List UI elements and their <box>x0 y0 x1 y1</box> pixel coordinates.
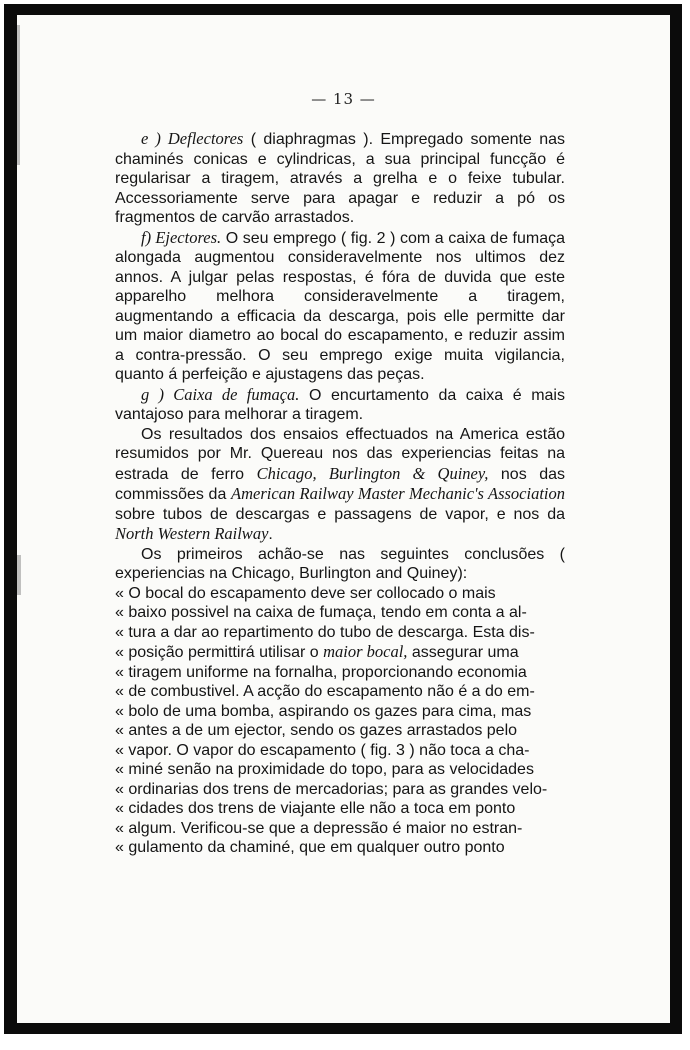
quote-line: « miné senão na proximidade do topo, para as velocidades <box>115 761 534 778</box>
quotation <box>115 584 565 858</box>
quote-line: « de combustivel. A acção do escapamento não é a do em- <box>115 683 535 700</box>
paragraph-ejectores: f) Ejectores. O seu emprego ( fig. 2 ) com a caixa de fumaça alongada augmentou consideravelmente nos ultimos dez annos. A julgar pelas respostas, é fóra de duvida que este apparelho melhora consideravelmente a tiragem, augmentando a efficacia da descarga, pois elle permitte dar um maior diametro ao bocal do escapamento, e reduzir assim a contra-pressão. O seu emprego exige muita vigilancia, quanto á perfeição e ajustagens das peças. <box>115 227 565 383</box>
quote-line: « tiragem uniforme na fornalha, proporcionando economia <box>115 663 527 681</box>
scan-noise-mark <box>17 555 21 595</box>
page-border <box>4 4 682 1034</box>
scanned-page <box>17 15 670 1023</box>
quote-line: « algum. Verificou-se que a depressão é maior no estran- <box>115 819 523 837</box>
quote-line: « posição permittirá utilisar o maior bocal, assegurar uma <box>115 642 519 661</box>
quote-line: « gulamento da chaminé, que em qualquer outro ponto <box>115 839 505 856</box>
page-number: — 13 — <box>311 90 376 108</box>
paragraph-resultados: Os resultados dos ensaios effectuados na America estão resumidos por Mr. Quereau nos das experiencias feitas na estrada de ferro Chicago, Burlington & Quiney, nos das commissões da American Railway Master Mechanic's Association sobre tubos de descargas e passagens de vapor, e nos da North Western Railway. <box>115 425 566 543</box>
quote-line: « tura a dar ao repartimento do tubo de descarga. Esta dis- <box>115 623 535 641</box>
body-text <box>115 129 565 858</box>
quote-line: « baixo possivel na caixa de fumaça, tendo em conta a al- <box>115 604 527 621</box>
quote-line: « cidades dos trens de viajante elle não a toca em ponto <box>115 800 516 817</box>
quote-line: « vapor. O vapor do escapamento ( fig. 3 ) não toca a cha- <box>115 741 530 759</box>
paragraph-conclusoes: Os primeiros achão-se nas seguintes conclusões ( experiencias na Chicago, Burlington and Quiney): <box>115 545 565 582</box>
quote-line: « antes a de um ejector, sendo os gazes arrastados pelo <box>115 722 518 739</box>
paragraph-deflectores: e ) Deflectores ( diaphragmas ). Empregado somente nas chaminés conicas e cylindricas, a sua principal funcção é regularisar a tiragem, através a grelha e o feixe tubular. Accessoriamente serve para apagar e reduzir a pó os fragmentos de carvão arrastados. <box>115 129 565 226</box>
quote-line: « ordinarias dos trens de mercadorias; para as grandes velo- <box>115 780 548 798</box>
paragraph-caixa-fumaca: g ) Caixa de fumaça. O encurtamento da caixa é mais vantajoso para melhorar a tiragem. <box>115 384 565 423</box>
quote-line: « bolo de uma bomba, aspirando os gazes para cima, mas <box>115 702 532 720</box>
quote-line: « O bocal do escapamento deve ser collocado o mais <box>115 584 496 602</box>
